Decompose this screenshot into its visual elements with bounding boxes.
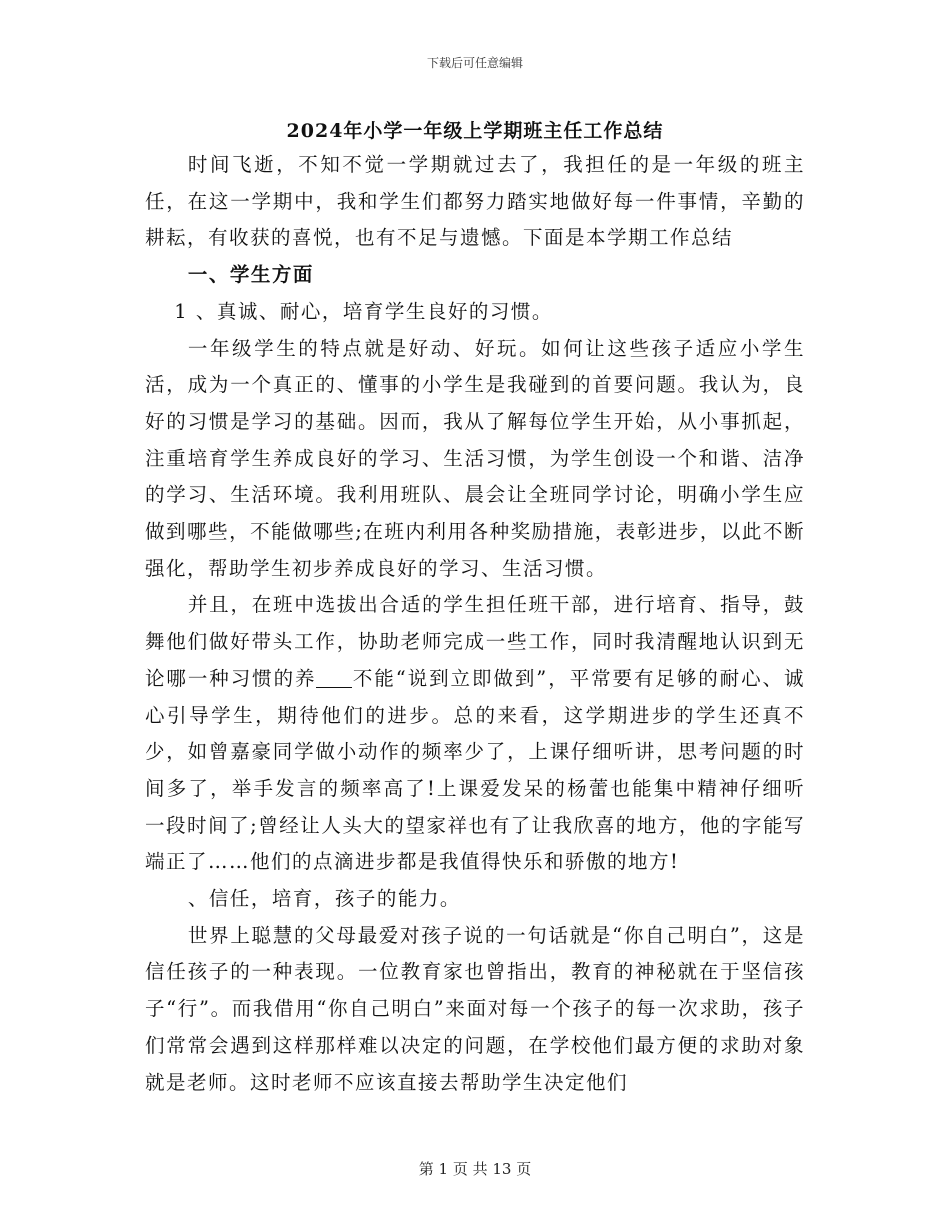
subsection-heading: 、信任，培育，孩子的能力。 bbox=[187, 887, 461, 911]
body-paragraph bbox=[145, 587, 805, 881]
page-footer: 第 1 页 共 13 页 bbox=[418, 1160, 532, 1178]
paragraph-text: 不能“说到立即做到”，平常要有足够的耐心、诚心引导学生，期待他们的进步。总的来看，这学期进步的学生还真不少，如曾嘉豪同学做小动作的频率少了，上课仔细听讲，思考问题的时间多了，举手发言的频率高了!上课爱发呆的杨蕾也能集中精神仔细听一段时间了;曾经让人头大的望家祥也有了让我欣喜的地方，他的字能写端正了……他们的点滴进步都是我值得快乐和骄傲的地方! bbox=[145, 666, 805, 874]
header-note: 下载后可任意编辑 bbox=[426, 56, 523, 70]
body-paragraph: 一年级学生的特点就是好动、好玩。如何让这些孩子适应小学生活，成为一个真正的、懂事的小学生是我碰到的首要问题。我认为，良好的习惯是学习的基础。因而，我从了解每位学生开始，从小事抓起，注重培育学生养成良好的学习、生活习惯，为学生创设一个和谐、洁净的学习、生活环境。我利用班队、晨会让全班同学讨论，明确小学生应做到哪些，不能做哪些;在班内利用各种奖励措施，表彰进步，以此不断强化，帮助学生初步养成良好的学习、生活习惯。 bbox=[145, 336, 805, 580]
intro-paragraph: 时间飞逝，不知不觉一学期就过去了，我担任的是一年级的班主任，在这一学期中，我和学生们都努力踏实地做好每一件事情，辛勤的耕耘，有收获的喜悦，也有不足与遗憾。下面是本学期工作总结 bbox=[145, 153, 805, 250]
fill-in-blank bbox=[316, 667, 352, 688]
subsection-heading: 1 、真诚、耐心，培育学生良好的习惯。 bbox=[174, 299, 553, 323]
document-body bbox=[145, 147, 805, 1101]
paragraph-text: 并且，在班中选拔出合适的学生担任班干部，进行培育、指导，鼓舞他们做好带头工作，协助老师完成一些工作，同时我清醒地认识到无论哪一种习惯的养 bbox=[145, 593, 805, 690]
body-paragraph: 世界上聪慧的父母最爱对孩子说的一句话就是“你自己明白”，这是信任孩子的一种表现。一位教育家也曾指出，教育的神秘就在于坚信孩子“行”。而我借用“你自己明白”来面对每一个孩子的每一次求助，孩子们常常会遇到这样那样难以决定的问题，在学校他们最方便的求助对象就是老师。这时老师不应该直接去帮助学生决定他们 bbox=[145, 923, 805, 1094]
section-heading: 一、学生方面 bbox=[187, 263, 314, 287]
document-title: 2024年小学一年级上学期班主任工作总结 bbox=[286, 120, 664, 142]
